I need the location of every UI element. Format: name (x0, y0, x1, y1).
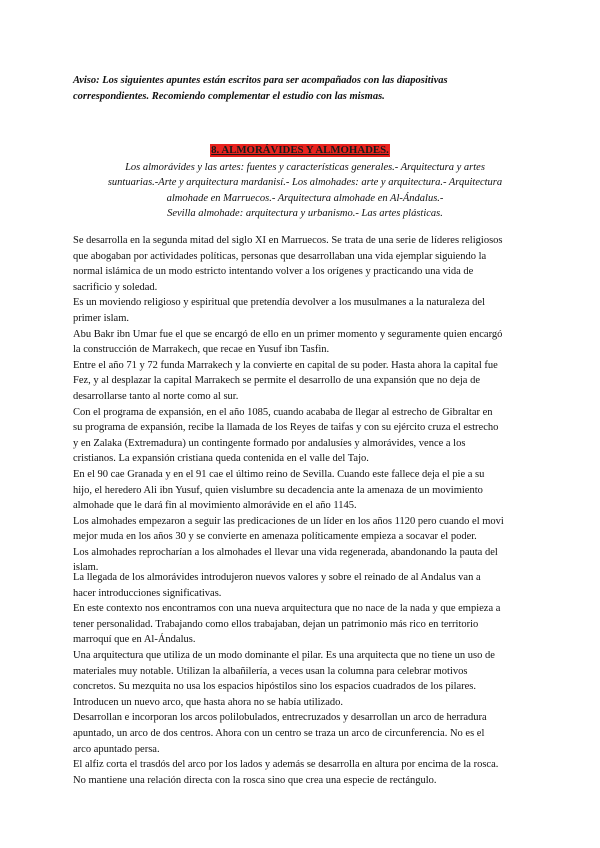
body-line: Una arquitectura que utiliza de un modo dominante el pilar. Es una arquitecta que no tiene un uso de (73, 649, 495, 661)
body-line: desarrollarse tanto al norte como al sur. (73, 390, 239, 402)
body-line: mejor muda en los años 30 y se convierte en amenaza políticamente empieza a socavar el poder. (73, 531, 477, 543)
body-line: Con el programa de expansión, en el año 1085, cuando acababa de llegar al estrecho de Gibraltar en (73, 406, 493, 418)
body-line: Entre el año 71 y 72 funda Marrakech y la convierte en capital de su poder. Hasta ahora la capital fue (73, 359, 498, 371)
body-line: Desarrollan e incorporan los arcos polilobulados, entrecruzados y desarrollan un arco de herradura (73, 712, 487, 724)
body-line: hijo, el heredero Ali ibn Yusuf, quien vislumbre su decadencia ante la amenaza de un movimiento (73, 484, 483, 496)
section-title: 8. ALMORÁVIDES Y ALMOHADES. (211, 144, 389, 156)
body-text-block-1 (73, 233, 533, 576)
subtitle-line: almohade en Marruecos.- Arquitectura almohade en Al-Ándalus.- (166, 192, 444, 204)
subtitle-line: suntuarias.-Arte y arquitectura mardanisí.- Los almohades: arte y arquitectura.- Arquitectura (107, 177, 503, 189)
body-line: Fez, y al desplazar la capital Marrakech se permite el desarrollo de una expansión que no deja de (73, 375, 480, 387)
body-line: almohade que le dará fin al movimiento almorávide en el año 1145. (73, 500, 357, 512)
notice-text (73, 73, 533, 104)
body-line: La llegada de los almorávides introdujeron nuevos valores y sobre el reinado de al Andalus van a (73, 572, 481, 583)
body-line: y en Zalaka (Extremadura) un contingente formado por andalusíes y almorávides, vence a los (73, 437, 466, 449)
body-line: que abogaban por actividades políticas, personas que desarrollaban una vida ejemplar siguiendo la (73, 250, 487, 262)
body-line: islam. (73, 562, 99, 574)
body-line: Los almohades reprocharían a los almohades el llevar una vida regenerada, abandonando la pauta del (73, 546, 498, 558)
body-line: su programa de expansión, recibe la llamada de los Reyes de taifas y con su ejército cruza el estrecho (73, 422, 499, 434)
body-text-block-2 (73, 570, 533, 788)
body-line: tener personalidad. Trabajando como ellos trabajaban, dejan un patrimonio más rico en territorio (73, 618, 479, 630)
subtitle-line: Los almorávides y las artes: fuentes y características generales.- Arquitectura y artes (125, 162, 485, 173)
body-line: materiales muy notable. Utilizan la albañilería, a veces usan la columna para celebrar motivos (73, 665, 468, 677)
body-line: En el 90 cae Granada y en el 91 cae el último reino de Sevilla. Cuando este fallece deja el pie a su (73, 468, 485, 480)
section-title-wrap (0, 143, 600, 159)
section-subtitle (95, 160, 515, 221)
body-line: cristianos. La expansión cristiana queda contenida en el valle del Tajo. (73, 453, 369, 465)
body-line: primer islam. (73, 312, 129, 324)
body-line: El alfiz corta el trasdós del arco por los lados y además se desarrolla en altura por encima de la rosca. (73, 759, 499, 771)
body-line: hacer introducciones significativas. (73, 587, 222, 599)
body-line: No mantiene una relación directa con la rosca sino que crea una especie de rectángulo. (73, 774, 437, 786)
body-line: sacrificio y soledad. (73, 281, 158, 293)
body-line: Abu Bakr ibn Umar fue el que se encargó de ello en un primer momento y seguramente quien encargó (73, 328, 503, 340)
body-line: apuntado, un arco de dos centros. Ahora con un centro se traza un arco de circunferencia. No es el (73, 727, 485, 739)
body-line: concretos. Su mezquita no usa los espacios hipóstilos sino los espacios cuadrados de los pilares. (73, 681, 477, 693)
body-line: marroquí que en Al-Ándalus. (73, 634, 196, 646)
body-line: En este contexto nos encontramos con una nueva arquitectura que no nace de la nada y que empieza a (73, 603, 501, 615)
body-line: normal islámica de un modo estricto intentando volver a los orígenes y practicando una vida de (73, 266, 474, 278)
notice-line: Aviso: Los siguientes apuntes están escritos para ser acompañados con las diapositivas (73, 75, 448, 86)
subtitle-line: Sevilla almohade: arquitectura y urbanismo.- Las artes plásticas. (167, 207, 443, 219)
body-line: arco apuntado persa. (73, 743, 160, 755)
body-line: Se desarrolla en la segunda mitad del siglo XI en Marruecos. Se trata de una serie de líderes religiosos (73, 235, 503, 246)
body-line: la construcción de Marrakech, que recae en Yusuf ibn Tasfin. (73, 344, 330, 356)
body-line: Es un moviendo religioso y espiritual que pretendía devolver a los musulmanes a la naturaleza del (73, 297, 486, 309)
body-line: Introducen un nuevo arco, que hasta ahora no se había utilizado. (73, 696, 343, 708)
notice-line: correspondientes. Recomiendo complementar el estudio con las mismas. (73, 90, 385, 102)
body-line: Los almohades empezaron a seguir las predicaciones de un líder en los años 1120 pero cuando el movi (73, 515, 504, 527)
